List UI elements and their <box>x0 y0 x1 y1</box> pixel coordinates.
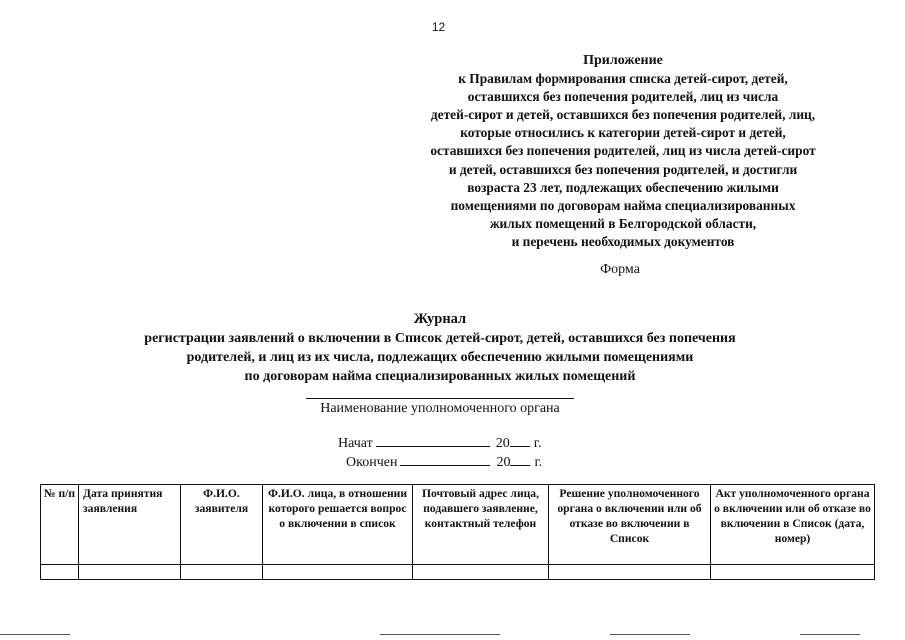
table-cell <box>79 565 181 580</box>
column-header-date: Дата принятия заявления <box>79 485 181 565</box>
register-table <box>40 484 875 580</box>
ended-year-suffix: г. <box>534 455 543 470</box>
table-cell <box>711 565 875 580</box>
authority-name-label: Наименование уполномоченного органа <box>320 401 560 416</box>
appendix-line: и детей, оставшихся без попечения родителей, и достигли <box>448 161 798 177</box>
ended-date-row <box>338 453 598 472</box>
started-date-row <box>338 434 598 453</box>
form-label: Форма <box>600 262 640 277</box>
column-header-decision: Решение уполномоченного органа о включении или об отказе во включении в Список <box>549 485 711 565</box>
table-cell <box>181 565 263 580</box>
appendix-line: помещениями по договорам найма специализированных <box>450 197 796 213</box>
table-cell <box>549 565 711 580</box>
table-cell <box>413 565 549 580</box>
column-header-person: Ф.И.О. лица, в отношении которого решается вопрос о включении в список <box>263 485 413 565</box>
appendix-line: которые относились к категории детей-сирот и детей, <box>460 125 786 141</box>
column-header-applicant: Ф.И.О. заявителя <box>181 485 263 565</box>
appendix-line: возраста 23 лет, подлежащих обеспечению жилыми <box>467 179 779 195</box>
started-year-prefix: 20 <box>495 436 510 451</box>
started-year-blank <box>510 434 530 447</box>
started-year-suffix: г. <box>533 436 542 451</box>
journal-subtitle-line: регистрации заявлений о включении в Список детей-сирот, детей, оставшихся без попечения <box>144 331 736 346</box>
column-header-address: Почтовый адрес лица, подавшего заявление, контактный телефон <box>413 485 549 565</box>
table-row <box>41 565 875 580</box>
appendix-line: оставшихся без попечения родителей, лиц из числа <box>467 89 779 105</box>
table-cell <box>41 565 79 580</box>
table-cell <box>263 565 413 580</box>
scan-artifact-line <box>800 634 860 635</box>
appendix-heading: Приложение <box>583 53 663 68</box>
scan-artifact-line <box>380 634 500 635</box>
ended-date-blank <box>400 453 490 466</box>
started-label: Начат <box>338 436 373 451</box>
appendix-line: жилых помещений в Белгородской области, <box>489 215 757 231</box>
ended-year-prefix: 20 <box>496 455 511 470</box>
journal-title: Журнал <box>413 311 467 327</box>
started-date-blank <box>376 434 490 447</box>
column-header-number: № п/п <box>41 485 79 565</box>
journal-subtitle-line: по договорам найма специализированных жилых помещений <box>244 369 636 384</box>
journal-subtitle-line: родителей, и лиц из их числа, подлежащих обеспечению жилыми помещениями <box>186 350 694 365</box>
appendix-line: оставшихся без попечения родителей, лиц из числа детей-сирот <box>430 143 816 159</box>
authority-name-line <box>306 388 574 399</box>
scan-artifact-line <box>610 634 690 635</box>
appendix-line: детей-сирот и детей, оставшихся без попечения родителей, лиц, <box>430 107 816 123</box>
table-header-row <box>41 485 875 565</box>
scan-artifact-line <box>0 634 70 635</box>
appendix-line: к Правилам формирования списка детей-сирот, детей, <box>458 71 788 87</box>
appendix-block <box>388 52 858 251</box>
ended-year-blank <box>510 453 530 466</box>
journal-title-block <box>100 310 780 386</box>
dates-block <box>338 434 598 472</box>
column-header-act: Акт уполномоченного органа о включении или об отказе во включении в Список (дата, номер) <box>711 485 875 565</box>
ended-label: Окончен <box>346 455 398 470</box>
appendix-line: и перечень необходимых документов <box>511 233 735 249</box>
page-number: 12 <box>431 20 446 34</box>
authority-block <box>290 388 590 417</box>
